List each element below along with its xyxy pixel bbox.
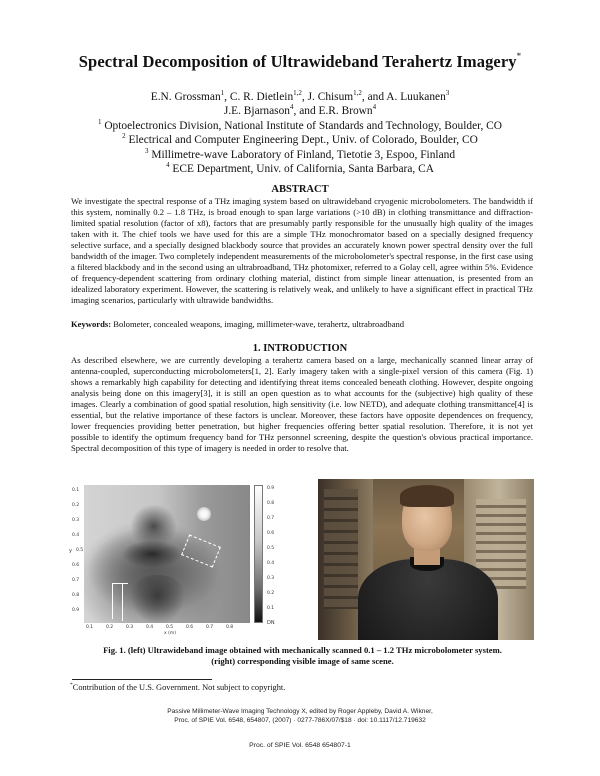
visible-photo — [318, 479, 534, 640]
colorbar-tick: 0.1 — [267, 606, 275, 611]
highlight-box — [112, 583, 128, 619]
x-tick-label: 0.3 — [126, 625, 134, 630]
colorbar-tick: 0.5 — [267, 546, 275, 551]
author-affiliation-mark: 1,2 — [293, 89, 302, 98]
highlight-box-edge — [122, 583, 123, 621]
affiliation-line — [0, 162, 600, 176]
affiliation-mark: 1 — [97, 118, 102, 127]
x-tick-label: 0.8 — [226, 625, 234, 630]
abstract-text: We investigate the spectral response of a THz imaging system based on ultrawideband cryogenic microbolometers. The bandwidth if this system, nominally 0.2 – 1.8 THz, is broad enough to span large variations (>10 dB) in clothing transmittance and diffraction-limited spatial resolution (factor of x8), factors that are presumably partly responsible for the unusually high quality of the images taken with it. The chief tools we have used for this are a simple THz monochromator based on a specially designed frequency selective surface, and a specially designed blackbody source that provides an accurately known power spectral density over the full bandwidth of the imager. Two completely independent measurements of the microbolometer's spectral response, in the first case using a filtered blackbody and in the second using an ultrabroadband, THz photomixer, referred to a Golay cell, agree within 5%. Evidence of frequency-dependent scattering from ordinary clothing material, distinct from simple linear attenuation, is presented from an idealized laboratory experiment. However, the scattering is relatively weak, and unlikely to have a significant effect in practical THz imaging scenarios, particularly with ultrawide bandwidths. — [71, 196, 533, 306]
thermal-image — [84, 485, 250, 623]
paper-title — [0, 52, 600, 72]
y-tick-label: 0.4 — [72, 533, 80, 538]
hot-spot — [197, 507, 211, 521]
colorbar-tick: 0.3 — [267, 576, 275, 581]
author-separator: , and — [293, 105, 319, 118]
footnote-text: Contribution of the U.S. Government. Not subject to copyright. — [72, 682, 286, 692]
caption-line-2: (right) corresponding visible image of same scene. — [211, 656, 394, 666]
author-line-1 — [0, 90, 600, 104]
title-text: Spectral Decomposition of Ultrawideband Terahertz Imagery — [78, 52, 517, 71]
affiliation-text: Electrical and Computer Engineering Dept., Univ. of Colorado, Boulder, CO — [125, 134, 478, 147]
x-tick-label: 0.5 — [166, 625, 174, 630]
author-separator: , — [224, 91, 230, 103]
author-name: A. Luukanen — [386, 91, 446, 103]
y-tick-label: 0.9 — [72, 608, 80, 613]
photo-person-hair — [400, 485, 454, 507]
x-tick-label: 0.1 — [86, 625, 94, 630]
y-axis-label: y — [69, 548, 72, 554]
introduction-text: As described elsewhere, we are currently developing a terahertz camera based on a large, mechanically scanned linear array of antenna-coupled, superconducting microbolometers[1, 2]. Early imagery taken with a single-pixel version of this camera (Fig. 1) shows a remarkably high capability for detecting and identifying threat items concealed beneath clothing. However, despite ongoing analysis being done on this imagery[3], it is still an open question as to what accounts for the (subjective) high quality of these images. Clearly a combination of good spatial resolution, high sensitivity (i.e. low NETD), and adequate clothing transmittance[4] is essential, but the relative importance of these factors is unclear. Moreover, these factors have opposite dependences on frequency, lower frequencies providing better penetration, but higher frequencies offering better spatial resolution. Therefore, it is not yet possible to identify the optimum frequency band for THz personnel screening, despite the question's obvious practical importance. Spectral decomposition of this type of imagery is needed in order to resolve that. — [71, 355, 533, 454]
page-number: Proc. of SPIE Vol. 6548 654807-1 — [249, 742, 351, 749]
photo-equipment-left — [324, 489, 358, 609]
proceedings-line-1: Passive Millimeter-Wave Imaging Technology X, edited by Roger Appleby, David A. Wikner, — [167, 708, 433, 715]
author-name: C. R. Dietlein — [229, 91, 294, 103]
caption-line-1: Fig. 1. (left) Ultrawideband image obtained with mechanically scanned 0.1 – 1.2 THz microbolometer system. — [103, 645, 502, 655]
y-tick-label: 0.2 — [72, 503, 80, 508]
author-name: E.R. Brown — [318, 105, 373, 118]
author-name: J.E. Bjarnason — [223, 105, 290, 118]
introduction-heading: 1. INTRODUCTION — [252, 343, 348, 354]
x-tick-label: 0.2 — [106, 625, 114, 630]
colorbar-tick: 0.2 — [267, 591, 275, 596]
colorbar-tick: 0.9 — [267, 486, 275, 491]
abstract-heading: ABSTRACT — [271, 184, 329, 195]
author-affiliation-mark: 1,2 — [353, 89, 362, 98]
author-line-2 — [0, 104, 600, 118]
thz-image-figure — [70, 480, 288, 636]
colorbar-tick: 0.7 — [267, 516, 275, 521]
y-tick-label: 0.6 — [72, 563, 80, 568]
author-affiliation-mark: 3 — [445, 89, 450, 98]
y-tick-label: 0.8 — [72, 593, 80, 598]
affiliation-text: Optoelectronics Division, National Institute of Standards and Technology, Boulder, CO — [101, 119, 502, 132]
y-tick-label: 0.5 — [76, 548, 84, 553]
keywords-label: Keywords: — [71, 319, 112, 329]
y-tick-label: 0.7 — [72, 578, 80, 583]
keywords-text: Bolometer, concealed weapons, imaging, millimeter-wave, terahertz, ultrabroadband — [111, 319, 405, 329]
affiliation-line — [0, 148, 600, 162]
author-separator: , — [301, 91, 308, 103]
colorbar — [254, 485, 263, 623]
affiliation-mark: 4 — [166, 161, 170, 170]
keywords-line — [71, 319, 533, 330]
title-footnote-mark: * — [516, 50, 522, 61]
author-name: J. Chisum — [307, 91, 354, 103]
x-tick-label: 0.7 — [206, 625, 214, 630]
affiliation-line — [0, 133, 600, 147]
x-axis-label: x (m) — [164, 631, 176, 636]
author-block — [0, 90, 600, 176]
footnote-rule — [72, 679, 212, 680]
dashed-highlight-box — [181, 534, 221, 567]
colorbar-label: DN — [267, 620, 275, 626]
affiliation-text: Millimetre-wave Laboratory of Finland, Tietotie 3, Espoo, Finland — [148, 148, 456, 161]
photo-person-torso — [358, 559, 498, 640]
y-tick-label: 0.3 — [72, 518, 80, 523]
x-tick-label: 0.6 — [186, 625, 194, 630]
author-affiliation-mark: 4 — [290, 103, 294, 112]
colorbar-tick: 0.6 — [267, 531, 275, 536]
author-name: E.N. Grossman — [150, 91, 221, 103]
figure-caption — [80, 645, 525, 667]
footnote-mark: * — [70, 682, 73, 688]
author-affiliation-mark: 4 — [372, 103, 377, 112]
colorbar-tick: 0.8 — [267, 501, 275, 506]
proceedings-line-2: Proc. of SPIE Vol. 6548, 654807, (2007) · 0277-786X/07/$18 · doi: 10.1117/12.719632 — [174, 716, 426, 724]
affiliation-line — [0, 119, 600, 133]
affiliation-mark: 2 — [122, 132, 126, 141]
author-separator: , and — [361, 91, 387, 103]
concealed-object-region — [130, 575, 185, 623]
footnote — [70, 682, 285, 692]
author-affiliation-mark: 1 — [220, 89, 225, 98]
colorbar-tick: 0.4 — [267, 561, 275, 566]
affiliation-text: ECE Department, Univ. of California, Santa Barbara, CA — [169, 163, 434, 176]
proceedings-info — [0, 708, 600, 725]
y-tick-label: 0.1 — [72, 488, 80, 493]
x-tick-label: 0.4 — [146, 625, 154, 630]
affiliation-mark: 3 — [144, 146, 149, 155]
